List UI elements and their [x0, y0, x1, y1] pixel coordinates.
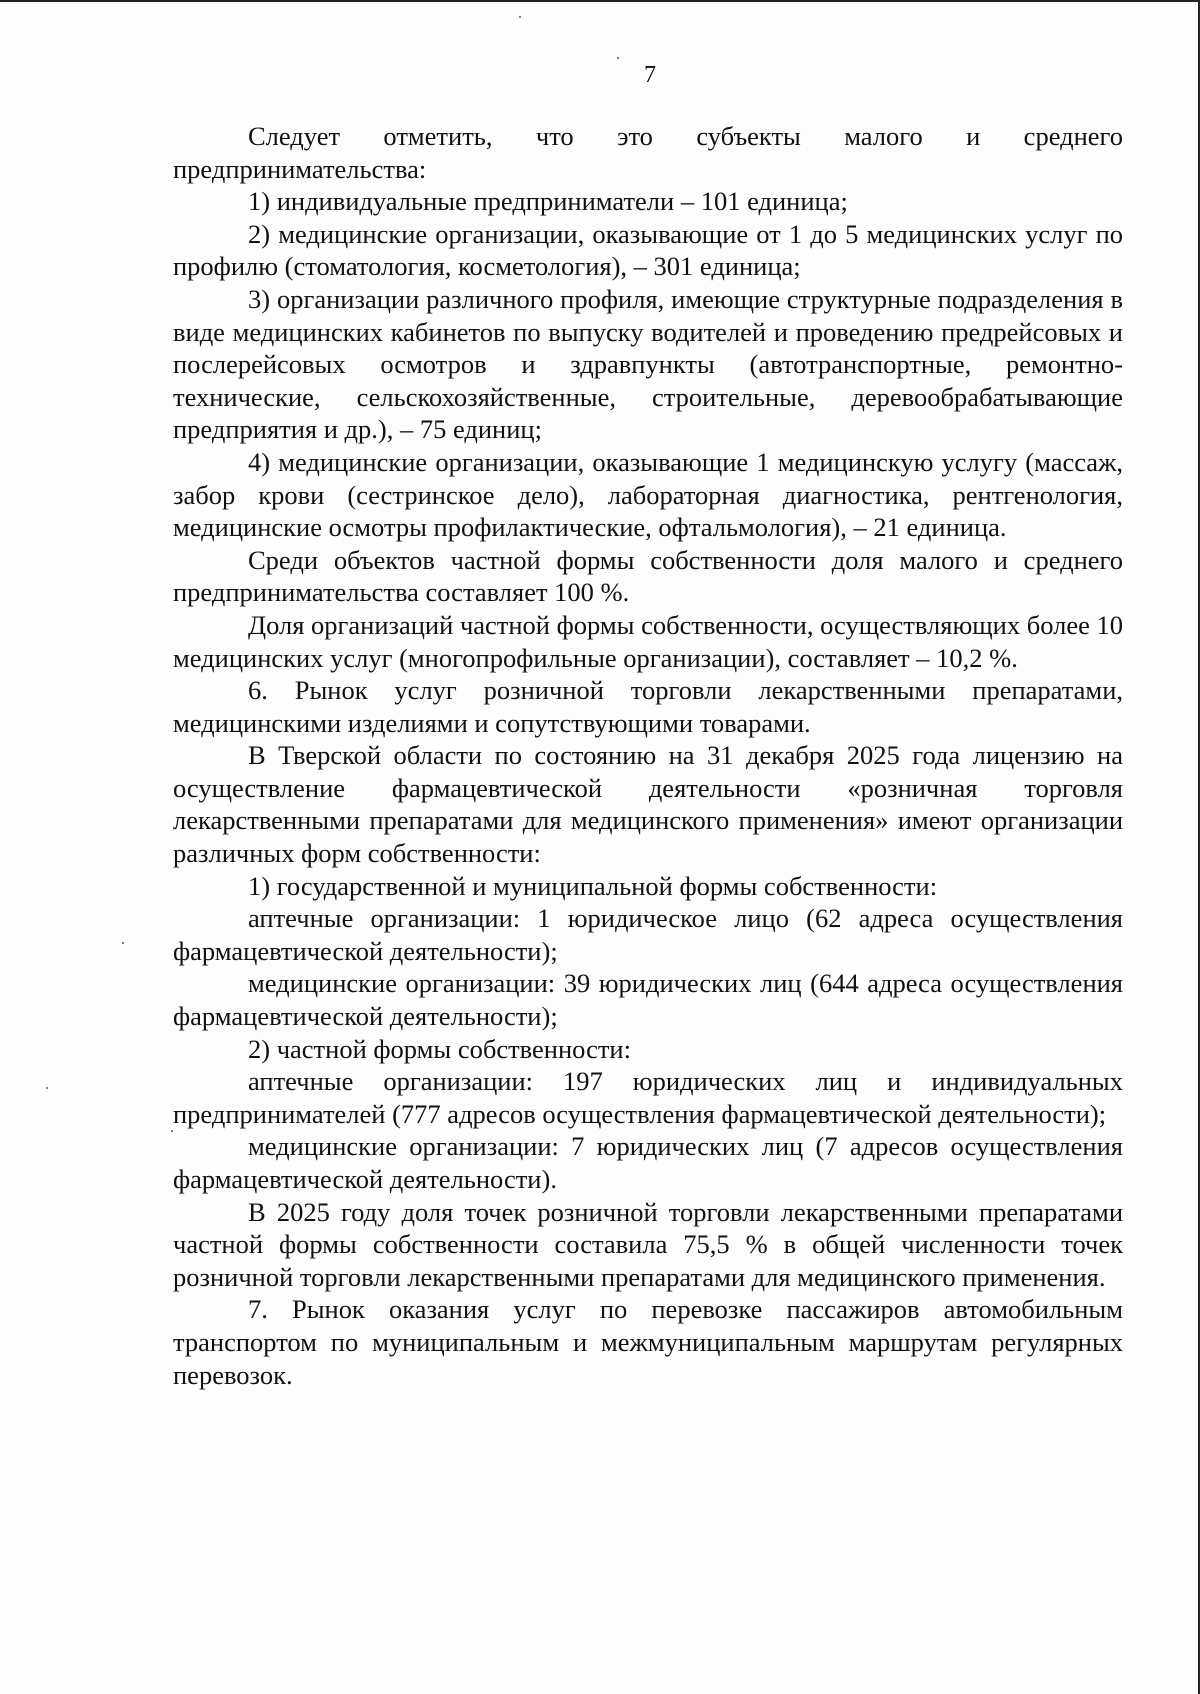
scan-speck: [46, 1087, 48, 1089]
list-item-2: 2) медицинские организации, оказывающие от 1 до 5 медицинских услуг по профилю (стоматология, косметология), – 301 единица;: [173, 218, 1123, 282]
list-item-4: 4) медицинские организации, оказывающие 1 медицинскую услугу (массаж, забор крови (сестринское дело), лабораторная диагностика, рентгенология, медицинские осмотры профилактические, офтальмология), – 21 единица.: [173, 446, 1123, 543]
paragraph-intro: Следует отметить, что это субъекты малого и среднего предпринимательства:: [173, 121, 1123, 184]
private-pharmacy-orgs: аптечные организации: 197 юридических лиц и индивидуальных предпринимателей (777 адресов осуществления фармацевтической деятельности);: [173, 1066, 1123, 1129]
scan-speck: [617, 57, 619, 59]
ownership-private: 2) частной формы собственности:: [248, 1033, 631, 1064]
paragraph-private-retail-share: В 2025 году доля точек розничной торговли лекарственными препаратами частной формы собственности составила 75,5 % в общей численности точек розничной торговли лекарственными препаратами для медицинского применения.: [173, 1196, 1123, 1292]
paragraph-sme-share: Среди объектов частной формы собственности доля малого и среднего предпринимательства составляет 100 %.: [173, 544, 1123, 608]
page-number: 7: [644, 62, 656, 88]
document-body: [173, 120, 1123, 1391]
paragraph-licenses: В Тверской области по состоянию на 31 декабря 2025 года лицензию на осуществление фармацевтической деятельности «розничная торговля лекарственными препаратами для медицинского применения» имеют организации различных форм собственности:: [173, 740, 1123, 869]
state-medical-orgs: медицинские организации: 39 юридических лиц (644 адреса осуществления фармацевтической деятельности);: [173, 968, 1123, 1032]
state-pharmacy-orgs: аптечные организации: 1 юридическое лицо (62 адреса осуществления фармацевтической деятельности);: [173, 903, 1123, 966]
scan-speck: [519, 16, 521, 18]
section-heading-7: 7. Рынок оказания услуг по перевозке пассажиров автомобильным транспортом по муниципальным и межмуниципальным маршрутам регулярных перевозок.: [173, 1294, 1123, 1390]
section-heading-6: 6. Рынок услуг розничной торговли лекарственными препаратами, медицинскими изделиями и сопутствующими товарами.: [173, 675, 1123, 738]
list-item-3: 3) организации различного профиля, имеющие структурные подразделения в виде медицинских кабинетов по выпуску водителей и проведению предрейсовых и послерейсовых осмотров и здравпункты (автотранспортные, ремонтно-технические, сельскохозяйственные, строительные, деревообрабатывающие предприятия и др.), – 75 единиц;: [173, 283, 1123, 445]
ownership-state-municipal: 1) государственной и муниципальной формы собственности:: [248, 870, 938, 901]
scan-speck: [122, 942, 124, 944]
paragraph-multiprofile-share: Доля организаций частной формы собственности, осуществляющих более 10 медицинских услуг (многопрофильные организации), составляет – 10,2 %.: [173, 609, 1123, 673]
scan-speck: [171, 1130, 173, 1132]
private-medical-orgs: медицинские организации: 7 юридических лиц (7 адресов осуществления фармацевтической деятельности).: [173, 1131, 1123, 1194]
list-item-1: 1) индивидуальные предприниматели – 101 единица;: [248, 186, 848, 217]
